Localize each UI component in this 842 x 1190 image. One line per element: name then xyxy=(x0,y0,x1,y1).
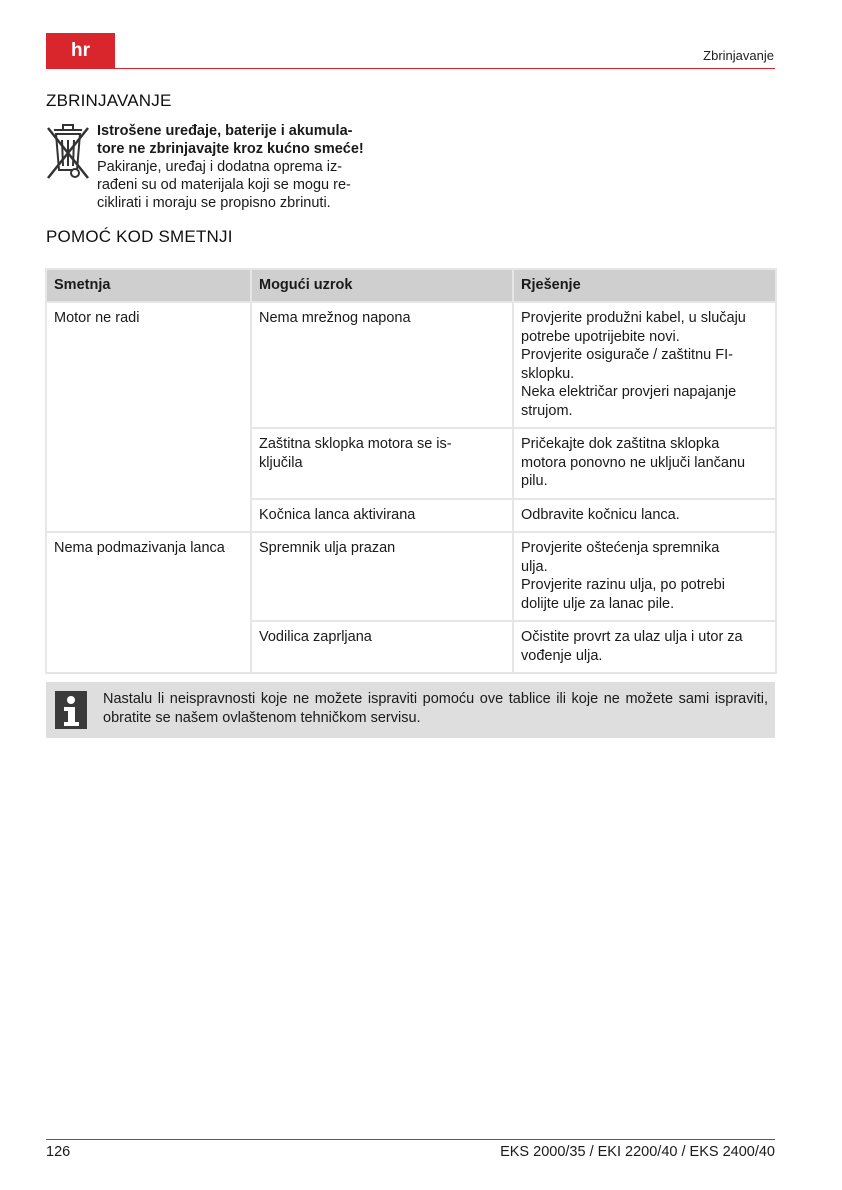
disposal-text xyxy=(97,122,397,212)
table-row xyxy=(46,532,776,621)
solution-line: potrebe upotrijebite novi. xyxy=(521,328,680,345)
footer-divider xyxy=(46,1139,775,1140)
column-header-fault: Smetnja xyxy=(46,269,251,302)
solution-line: dolijte ulje za lanac pile. xyxy=(521,595,675,612)
table-row xyxy=(46,302,776,428)
solution-cell xyxy=(513,428,776,499)
solution-line: sklopku. xyxy=(521,365,575,382)
header-divider xyxy=(46,68,775,69)
solution-cell xyxy=(513,532,776,621)
cause-line: ključila xyxy=(259,454,303,471)
disposal-warning-line: tore ne zbrinjavajte kroz kućno smeće! xyxy=(97,141,364,157)
solution-line: Pričekajte dok zaštitna sklopka xyxy=(521,436,720,452)
cause-line: Nema mrežnog napona xyxy=(259,310,411,326)
info-icon xyxy=(55,691,87,729)
crossed-out-wheelie-bin-icon xyxy=(44,122,92,182)
fault-cell: Nema podmazivanja lanca xyxy=(46,532,251,673)
solution-cell xyxy=(513,621,776,673)
service-note-text: Nastalu li neispravnosti koje ne možete ispraviti pomoću ove tablice ili koje ne možete sami ispraviti, obratite se našem ovlaštenom tehničkom servisu. xyxy=(103,691,768,726)
cause-line: Spremnik ulja prazan xyxy=(259,540,396,556)
cause-cell xyxy=(251,499,513,533)
solution-line: Provjerite razinu ulja, po potrebi xyxy=(521,577,725,593)
solution-line: motora ponovno ne uključi lančanu xyxy=(521,454,746,471)
disposal-info-line: ciklirati i moraju se propisno zbrinuti. xyxy=(97,195,331,211)
troubleshooting-heading: POMOĆ KOD SMETNJI xyxy=(46,227,233,246)
model-designation: EKS 2000/35 / EKI 2200/40 / EKS 2400/40 xyxy=(500,1144,775,1160)
solution-line: strujom. xyxy=(521,402,573,419)
solution-line: Provjerite oštećenja spremnika xyxy=(521,540,720,556)
troubleshooting-table xyxy=(45,268,777,674)
disposal-heading: ZBRINJAVANJE xyxy=(46,91,172,110)
cause-cell xyxy=(251,532,513,621)
solution-line: Odbravite kočnicu lanca. xyxy=(521,506,680,523)
solution-cell xyxy=(513,499,776,533)
disposal-info-line: rađeni su od materijala koji se mogu re- xyxy=(97,177,351,193)
solution-line: Očistite provrt za ulaz ulja i utor za xyxy=(521,629,743,645)
page-number: 126 xyxy=(46,1144,71,1160)
disposal-warning-line: Istrošene uređaje, baterije i akumula- xyxy=(97,123,353,139)
solution-line: pilu. xyxy=(521,473,548,489)
cause-line: Zaštitna sklopka motora se is- xyxy=(259,436,452,452)
column-header-solution: Rješenje xyxy=(513,269,776,302)
solution-line: Provjerite produžni kabel, u slučaju xyxy=(521,310,746,326)
solution-line: Provjerite osigurače / zaštitnu FI- xyxy=(521,347,733,363)
cause-cell xyxy=(251,302,513,428)
table-header-row xyxy=(46,269,776,302)
language-tab: hr xyxy=(46,33,115,69)
solution-line: vođenje ulja. xyxy=(521,647,603,664)
cause-line: Kočnica lanca aktivirana xyxy=(259,506,416,523)
running-header-title: Zbrinjavanje xyxy=(703,48,774,63)
solution-cell xyxy=(513,302,776,428)
fault-cell: Motor ne radi xyxy=(46,302,251,532)
solution-line: Neka električar provjeri napajanje xyxy=(521,384,737,400)
column-header-cause: Mogući uzrok xyxy=(251,269,513,302)
cause-cell xyxy=(251,428,513,499)
solution-line: ulja. xyxy=(521,558,548,575)
cause-cell xyxy=(251,621,513,673)
service-note xyxy=(46,682,775,738)
cause-line: Vodilica zaprljana xyxy=(259,629,372,645)
disposal-info-line: Pakiranje, uređaj i dodatna oprema iz- xyxy=(97,159,343,175)
